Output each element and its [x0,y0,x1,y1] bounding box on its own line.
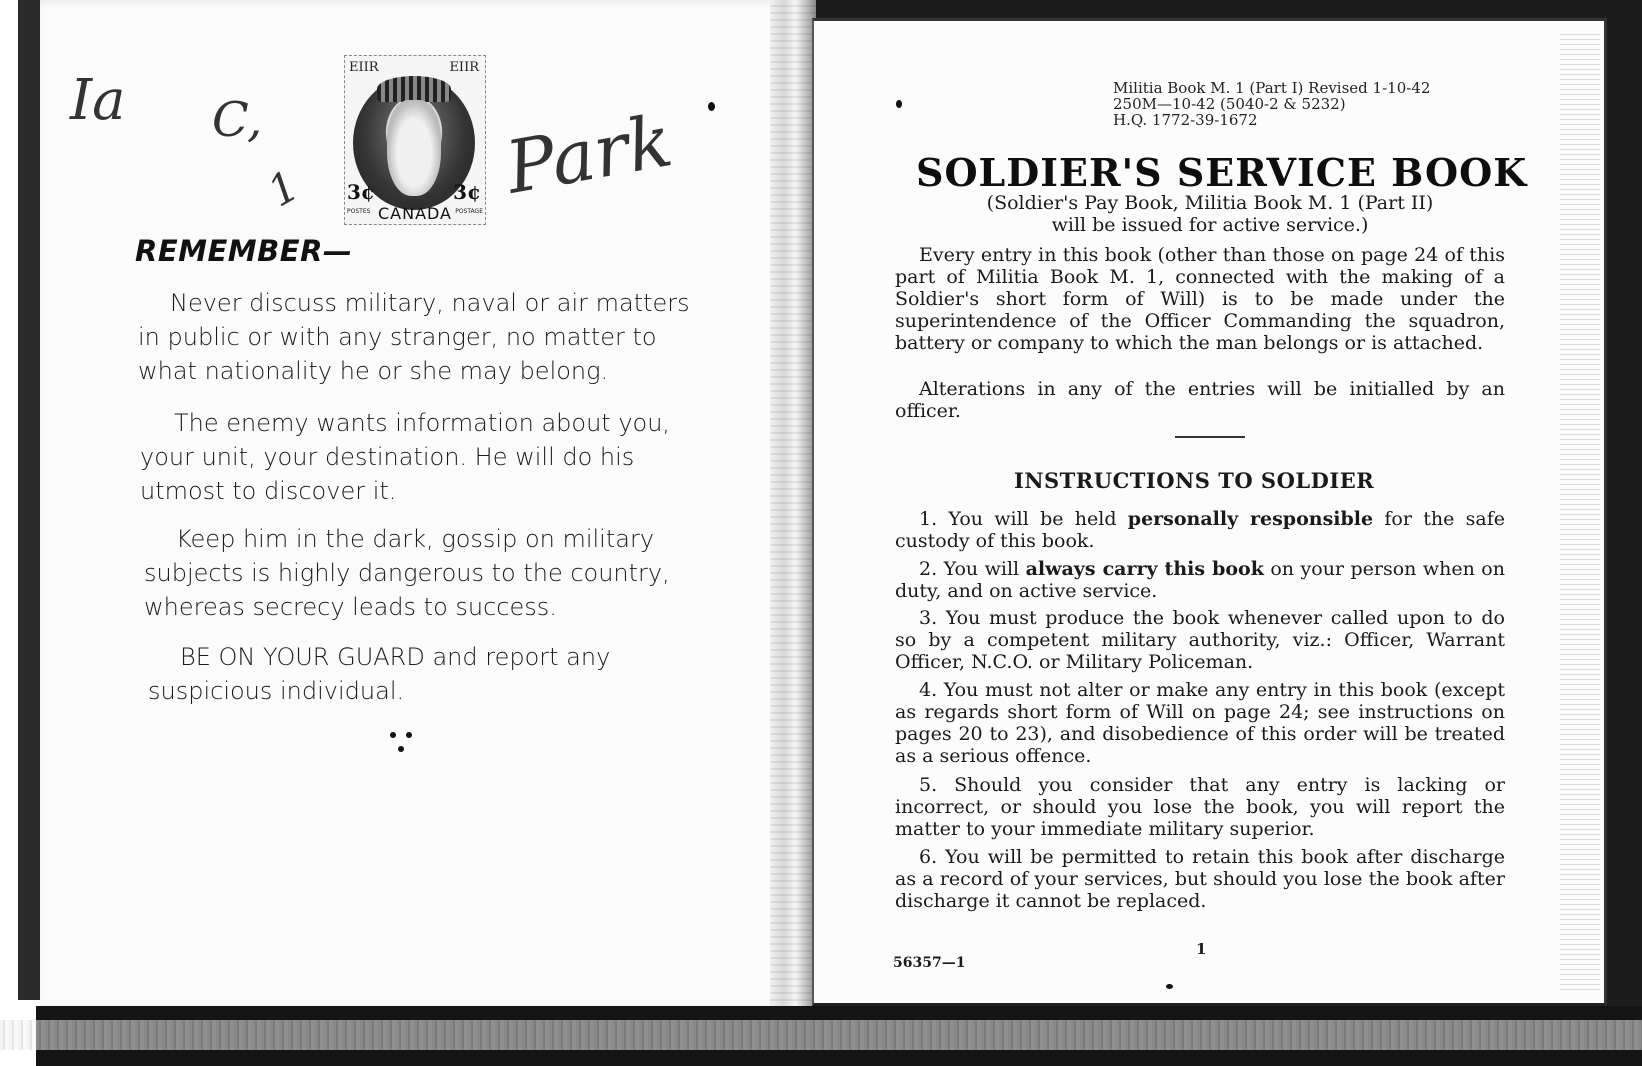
handwriting-initials: Ia [70,68,126,133]
left-para-1-line-2: in public or with any stranger, no matter to [138,323,657,351]
cover-top-edge [800,0,1642,20]
left-para-2-line-1: The enemy wants information about you, [174,409,671,437]
left-para-3-line-3: whereas secrecy leads to success. [144,593,557,621]
remember-heading: REMEMBER— [135,234,353,268]
subtitle-line-2: will be issued for active service.) [1051,214,1369,236]
intro-paragraph [895,244,1505,354]
stamp-small-left: POSTES [347,208,371,215]
left-para-3-line-2: subjects is highly dangerous to the country, [144,559,670,587]
alterations-text: Alterations in any of the entries will be initialled by an officer. [895,378,1505,422]
page-edge-speckle [1560,30,1600,990]
portrait-icon [387,100,441,196]
left-para-1-line-3: what nationality he or she may belong. [138,357,609,385]
instruction-5: 5. Should you consider that any entry is lacking or incorrect, or should you lose the book, you will report the matter to your immediate military superior. [895,774,1505,840]
cover-right-edge [1606,0,1642,1010]
handwriting-park: Park [499,98,679,210]
alterations-paragraph [895,378,1505,422]
ink-dot [1166,984,1173,989]
intro-text: Every entry in this book (other than those on page 24 of this part of Militia Book M. 1, connected with the making of a Soldier's short form of Will) is to be made under the superintendence of the Officer Commanding the squadron, battery or company to which the man belongs or is attached. [895,244,1505,354]
stamp-country: CANADA [377,204,452,223]
handwriting-number: 1 [259,160,308,217]
instruction-6: 6. You will be permitted to retain this book after discharge as a record of your services, but should you lose the book after discharge it cannot be replaced. [895,846,1505,912]
instruction-2: 2. You will always carry this book on your person when on duty, and on active service. [895,558,1505,602]
scan-noise-strip [0,1020,1642,1050]
reference-line-2: 250M—10-42 (5040-2 & 5232) [1113,95,1346,113]
book-gutter [770,0,816,1008]
page-number: 1 [1196,940,1207,958]
left-para-4-line-1: BE ON YOUR GUARD and report any [180,643,611,671]
subtitle-line-1: (Soldier's Pay Book, Militia Book M. 1 (Part II) [986,192,1434,214]
ornament-dots [390,726,420,756]
stamp-value-left: 3¢ [347,180,375,204]
stamp-corner-left: EIIR [349,60,379,75]
left-para-4-line-2: suspicious individual. [148,677,405,705]
instruction-4: 4. You must not alter or make any entry in this book (except as regards short form of Will on page 24; see instructions on pages 20 to 23), and disobedience of this order will be treated as a serious offence. [895,679,1505,767]
left-para-1-line-1: Never discuss military, naval or air matters [170,289,690,317]
left-para-2-line-2: your unit, your destination. He will do his [140,443,635,471]
stamp-small-right: POSTAGE [455,208,483,215]
stamp-corner-right: EIIR [449,60,479,75]
subtitle [940,192,1480,236]
ink-dot [896,100,902,108]
postage-stamp [344,55,486,225]
page-title: SOLDIER'S SERVICE BOOK [916,150,1528,195]
stamp-value-right: 3¢ [453,180,481,204]
ink-dot [708,102,715,111]
handwriting-c: C, [212,92,263,148]
instruction-3: 3. You must produce the book whenever called upon to do so by a competent military authority, viz.: Officer, Warrant Officer, N.C.O. or Military Policeman. [895,607,1505,673]
left-para-3-line-1: Keep him in the dark, gossip on military [176,525,655,553]
left-para-2-line-3: utmost to discover it. [140,477,397,505]
reference-line-3: H.Q. 1772-39-1672 [1113,111,1258,129]
reference-block [1113,80,1430,128]
print-code: 56357—1 [893,955,966,971]
divider-rule [1175,436,1245,438]
reference-line-1: Militia Book M. 1 (Part I) Revised 1-10-42 [1113,79,1431,97]
cover-left-edge [18,0,42,1000]
crown-icon [377,76,451,102]
instruction-1: 1. You will be held personally responsible for the safe custody of this book. [895,508,1505,552]
section-heading: INSTRUCTIONS TO SOLDIER [1014,468,1375,493]
